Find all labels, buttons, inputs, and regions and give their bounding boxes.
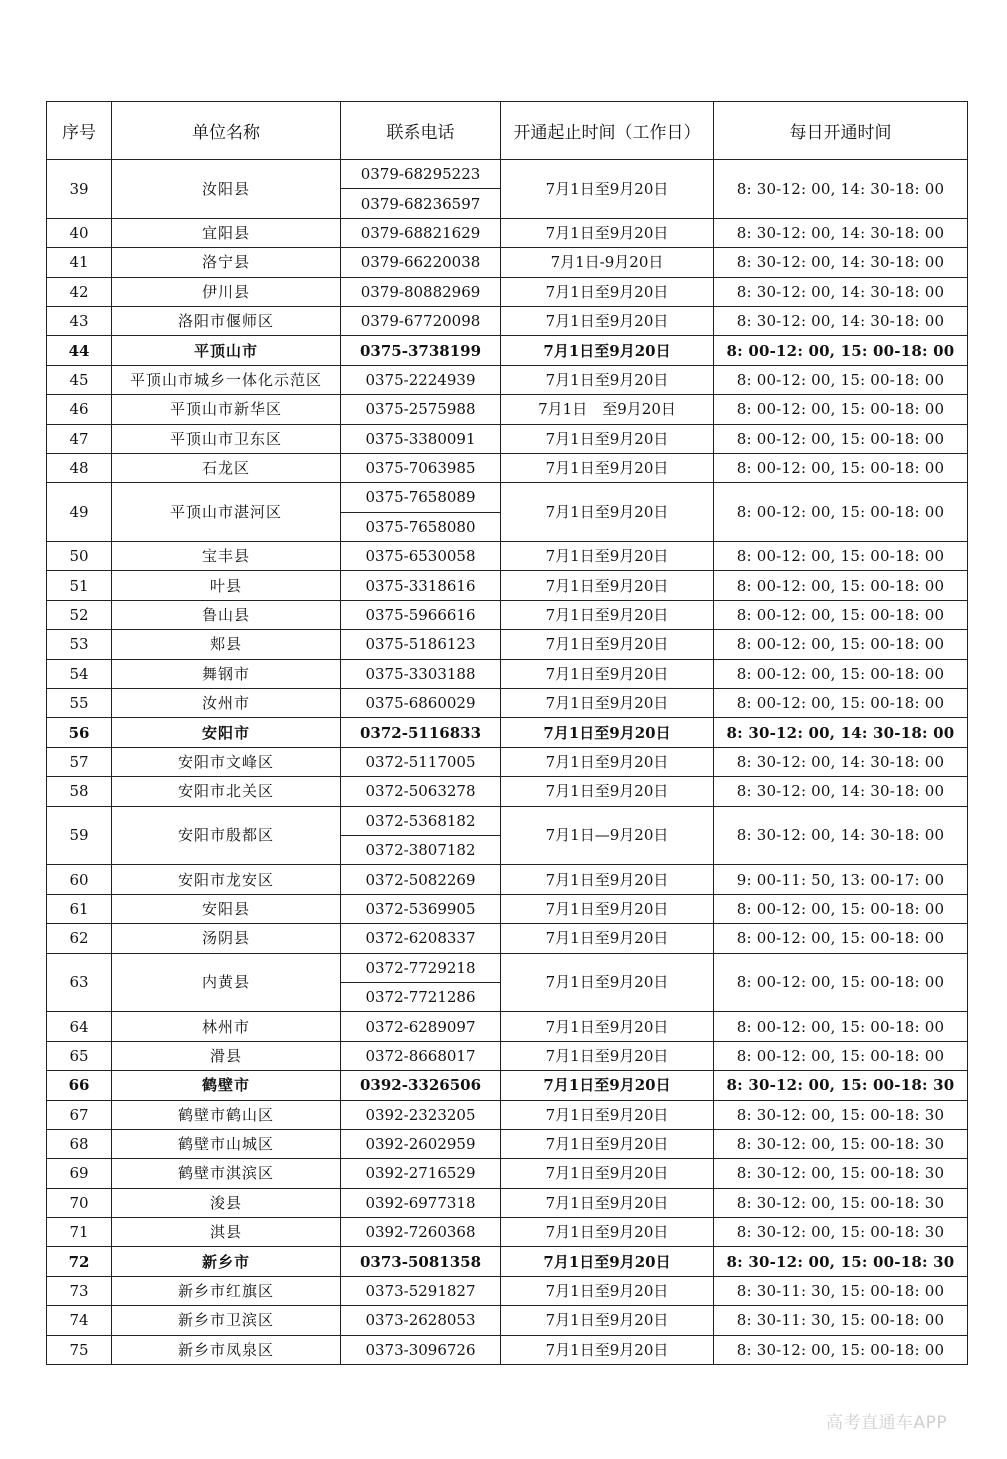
table-row bbox=[47, 1188, 968, 1217]
row-phone: 0372-5369905 bbox=[341, 894, 501, 923]
table-row bbox=[47, 542, 968, 571]
row-serial: 47 bbox=[47, 424, 112, 453]
row-period: 7月1日至9月20日 bbox=[501, 777, 714, 806]
row-serial: 61 bbox=[47, 894, 112, 923]
row-phone: 0373-5291827 bbox=[341, 1276, 501, 1305]
row-unit-name: 宜阳县 bbox=[112, 218, 341, 247]
row-daily-hours: 8: 30-12: 00, 15: 00-18: 00 bbox=[714, 1335, 968, 1364]
row-serial: 68 bbox=[47, 1129, 112, 1158]
row-daily-hours: 8: 30-12: 00, 15: 00-18: 30 bbox=[714, 1129, 968, 1158]
row-phone: 0373-5081358 bbox=[341, 1247, 501, 1276]
header-daily-hours: 每日开通时间 bbox=[714, 102, 968, 160]
row-daily-hours: 8: 30-12: 00, 15: 00-18: 30 bbox=[714, 1188, 968, 1217]
row-daily-hours: 8: 00-12: 00, 15: 00-18: 00 bbox=[714, 542, 968, 571]
row-period: 7月1日至9月20日 bbox=[501, 483, 714, 542]
row-daily-hours: 8: 00-12: 00, 15: 00-18: 00 bbox=[714, 571, 968, 600]
row-unit-name: 淇县 bbox=[112, 1218, 341, 1247]
row-period: 7月1日至9月20日 bbox=[501, 1218, 714, 1247]
row-period: 7月1日至9月20日 bbox=[501, 953, 714, 1012]
row-unit-name: 林州市 bbox=[112, 1012, 341, 1041]
row-serial: 53 bbox=[47, 630, 112, 659]
row-period: 7月1日至9月20日 bbox=[501, 1247, 714, 1276]
row-serial: 69 bbox=[47, 1159, 112, 1188]
row-serial: 74 bbox=[47, 1306, 112, 1335]
table-row bbox=[47, 336, 968, 365]
table-row bbox=[47, 747, 968, 776]
row-serial: 60 bbox=[47, 865, 112, 894]
row-serial: 46 bbox=[47, 395, 112, 424]
row-period: 7月1日至9月20日 bbox=[501, 865, 714, 894]
table-row bbox=[47, 689, 968, 718]
row-period: 7月1日至9月20日 bbox=[501, 1306, 714, 1335]
row-period: 7月1日至9月20日 bbox=[501, 1188, 714, 1217]
table-row bbox=[47, 924, 968, 953]
table-row bbox=[47, 248, 968, 277]
row-daily-hours: 8: 00-12: 00, 15: 00-18: 00 bbox=[714, 365, 968, 394]
row-daily-hours: 8: 30-11: 30, 15: 00-18: 00 bbox=[714, 1276, 968, 1305]
row-unit-name: 新乡市凤泉区 bbox=[112, 1335, 341, 1364]
table-row bbox=[47, 453, 968, 482]
row-phone: 0375-2224939 bbox=[341, 365, 501, 394]
row-serial: 73 bbox=[47, 1276, 112, 1305]
row-period: 7月1日至9月20日 bbox=[501, 277, 714, 306]
row-unit-name: 平顶山市城乡一体化示范区 bbox=[112, 365, 341, 394]
table-row bbox=[47, 953, 968, 982]
row-period: 7月1日至9月20日 bbox=[501, 630, 714, 659]
row-unit-name: 汝州市 bbox=[112, 689, 341, 718]
row-phone: 0375-3380091 bbox=[341, 424, 501, 453]
row-phone: 0372-3807182 bbox=[341, 835, 501, 864]
table-row bbox=[47, 1276, 968, 1305]
row-unit-name: 鹤壁市 bbox=[112, 1071, 341, 1100]
row-serial: 72 bbox=[47, 1247, 112, 1276]
row-serial: 50 bbox=[47, 542, 112, 571]
row-phone: 0375-6860029 bbox=[341, 689, 501, 718]
table-row bbox=[47, 1159, 968, 1188]
row-phone: 0372-6208337 bbox=[341, 924, 501, 953]
row-daily-hours: 8: 30-12: 00, 14: 30-18: 00 bbox=[714, 160, 968, 219]
row-phone: 0375-7658089 bbox=[341, 483, 501, 512]
table-row bbox=[47, 894, 968, 923]
table-row bbox=[47, 718, 968, 747]
header-phone: 联系电话 bbox=[341, 102, 501, 160]
row-phone: 0372-8668017 bbox=[341, 1041, 501, 1070]
row-serial: 64 bbox=[47, 1012, 112, 1041]
row-period: 7月1日至9月20日 bbox=[501, 336, 714, 365]
row-period: 7月1日至9月20日 bbox=[501, 600, 714, 629]
row-serial: 55 bbox=[47, 689, 112, 718]
row-daily-hours: 8: 00-12: 00, 15: 00-18: 00 bbox=[714, 424, 968, 453]
row-period: 7月1日至9月20日 bbox=[501, 747, 714, 776]
row-serial: 67 bbox=[47, 1100, 112, 1129]
row-daily-hours: 8: 30-12: 00, 14: 30-18: 00 bbox=[714, 806, 968, 865]
table-row bbox=[47, 1012, 968, 1041]
row-unit-name: 滑县 bbox=[112, 1041, 341, 1070]
row-serial: 44 bbox=[47, 336, 112, 365]
row-phone: 0392-7260368 bbox=[341, 1218, 501, 1247]
row-phone: 0375-7658080 bbox=[341, 512, 501, 541]
row-unit-name: 宝丰县 bbox=[112, 542, 341, 571]
row-daily-hours: 8: 30-12: 00, 14: 30-18: 00 bbox=[714, 306, 968, 335]
row-period: 7月1日至9月20日 bbox=[501, 453, 714, 482]
row-phone: 0379-68295223 bbox=[341, 160, 501, 189]
row-unit-name: 鲁山县 bbox=[112, 600, 341, 629]
row-serial: 45 bbox=[47, 365, 112, 394]
table-row bbox=[47, 277, 968, 306]
table-row bbox=[47, 571, 968, 600]
row-daily-hours: 8: 30-12: 00, 15: 00-18: 30 bbox=[714, 1218, 968, 1247]
row-phone: 0379-68821629 bbox=[341, 218, 501, 247]
header-period: 开通起止时间（工作日） bbox=[501, 102, 714, 160]
row-phone: 0392-3326506 bbox=[341, 1071, 501, 1100]
row-serial: 52 bbox=[47, 600, 112, 629]
row-phone: 0379-80882969 bbox=[341, 277, 501, 306]
row-period: 7月1日至9月20日 bbox=[501, 924, 714, 953]
row-serial: 63 bbox=[47, 953, 112, 1012]
table-body bbox=[47, 160, 968, 1365]
row-serial: 66 bbox=[47, 1071, 112, 1100]
row-phone: 0372-7729218 bbox=[341, 953, 501, 982]
header-serial: 序号 bbox=[47, 102, 112, 160]
row-period: 7月1日至9月20日 bbox=[501, 894, 714, 923]
row-unit-name: 石龙区 bbox=[112, 453, 341, 482]
table-row bbox=[47, 306, 968, 335]
row-daily-hours: 8: 30-12: 00, 15: 00-18: 30 bbox=[714, 1100, 968, 1129]
row-phone: 0373-2628053 bbox=[341, 1306, 501, 1335]
row-unit-name: 安阳市龙安区 bbox=[112, 865, 341, 894]
row-unit-name: 平顶山市卫东区 bbox=[112, 424, 341, 453]
row-daily-hours: 8: 00-12: 00, 15: 00-18: 00 bbox=[714, 453, 968, 482]
table-row bbox=[47, 659, 968, 688]
row-serial: 56 bbox=[47, 718, 112, 747]
row-serial: 51 bbox=[47, 571, 112, 600]
row-serial: 48 bbox=[47, 453, 112, 482]
row-serial: 58 bbox=[47, 777, 112, 806]
row-phone: 0375-5966616 bbox=[341, 600, 501, 629]
table-row bbox=[47, 1129, 968, 1158]
row-unit-name: 新乡市红旗区 bbox=[112, 1276, 341, 1305]
row-phone: 0392-2716529 bbox=[341, 1159, 501, 1188]
row-serial: 65 bbox=[47, 1041, 112, 1070]
row-period: 7月1日至9月20日 bbox=[501, 424, 714, 453]
row-daily-hours: 8: 00-12: 00, 15: 00-18: 00 bbox=[714, 630, 968, 659]
row-daily-hours: 8: 00-12: 00, 15: 00-18: 00 bbox=[714, 659, 968, 688]
table-row bbox=[47, 218, 968, 247]
row-period: 7月1日至9月20日 bbox=[501, 1129, 714, 1158]
row-serial: 62 bbox=[47, 924, 112, 953]
row-unit-name: 郏县 bbox=[112, 630, 341, 659]
row-serial: 49 bbox=[47, 483, 112, 542]
table-row bbox=[47, 1306, 968, 1335]
row-daily-hours: 8: 00-12: 00, 15: 00-18: 00 bbox=[714, 689, 968, 718]
row-period: 7月1日至9月20日 bbox=[501, 1335, 714, 1364]
row-period: 7月1日至9月20日 bbox=[501, 659, 714, 688]
row-daily-hours: 8: 00-12: 00, 15: 00-18: 00 bbox=[714, 953, 968, 1012]
row-period: 7月1日至9月20日 bbox=[501, 1012, 714, 1041]
table-row bbox=[47, 1247, 968, 1276]
row-serial: 75 bbox=[47, 1335, 112, 1364]
row-period: 7月1日至9月20日 bbox=[501, 160, 714, 219]
row-phone: 0375-3738199 bbox=[341, 336, 501, 365]
row-unit-name: 新乡市卫滨区 bbox=[112, 1306, 341, 1335]
table-row bbox=[47, 777, 968, 806]
row-phone: 0379-68236597 bbox=[341, 189, 501, 218]
row-unit-name: 安阳市殷都区 bbox=[112, 806, 341, 865]
row-daily-hours: 8: 30-12: 00, 14: 30-18: 00 bbox=[714, 777, 968, 806]
table-row bbox=[47, 630, 968, 659]
row-period: 7月1日-9月20日 bbox=[501, 248, 714, 277]
row-unit-name: 汤阴县 bbox=[112, 924, 341, 953]
row-unit-name: 浚县 bbox=[112, 1188, 341, 1217]
row-daily-hours: 8: 30-12: 00, 14: 30-18: 00 bbox=[714, 277, 968, 306]
table-row bbox=[47, 600, 968, 629]
row-daily-hours: 8: 00-12: 00, 15: 00-18: 00 bbox=[714, 600, 968, 629]
row-daily-hours: 8: 30-12: 00, 15: 00-18: 30 bbox=[714, 1159, 968, 1188]
row-serial: 40 bbox=[47, 218, 112, 247]
header-unit-name: 单位名称 bbox=[112, 102, 341, 160]
row-unit-name: 安阳市文峰区 bbox=[112, 747, 341, 776]
row-daily-hours: 8: 30-12: 00, 14: 30-18: 00 bbox=[714, 747, 968, 776]
row-unit-name: 安阳市 bbox=[112, 718, 341, 747]
row-period: 7月1日 至9月20日 bbox=[501, 395, 714, 424]
row-phone: 0372-6289097 bbox=[341, 1012, 501, 1041]
row-daily-hours: 8: 00-12: 00, 15: 00-18: 00 bbox=[714, 894, 968, 923]
row-phone: 0372-5063278 bbox=[341, 777, 501, 806]
row-daily-hours: 8: 30-12: 00, 15: 00-18: 30 bbox=[714, 1247, 968, 1276]
row-serial: 54 bbox=[47, 659, 112, 688]
row-unit-name: 安阳市北关区 bbox=[112, 777, 341, 806]
row-daily-hours: 8: 30-12: 00, 14: 30-18: 00 bbox=[714, 718, 968, 747]
row-daily-hours: 9: 00-11: 50, 13: 00-17: 00 bbox=[714, 865, 968, 894]
watermark-text: 高考直通车APP bbox=[826, 1413, 948, 1433]
row-phone: 0373-3096726 bbox=[341, 1335, 501, 1364]
row-unit-name: 鹤壁市山城区 bbox=[112, 1129, 341, 1158]
table-row bbox=[47, 483, 968, 512]
row-period: 7月1日至9月20日 bbox=[501, 1071, 714, 1100]
row-serial: 39 bbox=[47, 160, 112, 219]
row-unit-name: 洛阳市偃师区 bbox=[112, 306, 341, 335]
table-row bbox=[47, 160, 968, 189]
row-daily-hours: 8: 00-12: 00, 15: 00-18: 00 bbox=[714, 336, 968, 365]
row-serial: 59 bbox=[47, 806, 112, 865]
row-period: 7月1日至9月20日 bbox=[501, 718, 714, 747]
row-unit-name: 鹤壁市淇滨区 bbox=[112, 1159, 341, 1188]
row-daily-hours: 8: 30-12: 00, 14: 30-18: 00 bbox=[714, 218, 968, 247]
row-daily-hours: 8: 00-12: 00, 15: 00-18: 00 bbox=[714, 483, 968, 542]
row-unit-name: 舞钢市 bbox=[112, 659, 341, 688]
row-unit-name: 平顶山市湛河区 bbox=[112, 483, 341, 542]
row-unit-name: 内黄县 bbox=[112, 953, 341, 1012]
row-phone: 0375-7063985 bbox=[341, 453, 501, 482]
row-daily-hours: 8: 00-12: 00, 15: 00-18: 00 bbox=[714, 1041, 968, 1070]
row-unit-name: 安阳县 bbox=[112, 894, 341, 923]
row-period: 7月1日至9月20日 bbox=[501, 1041, 714, 1070]
table-row bbox=[47, 1041, 968, 1070]
row-unit-name: 新乡市 bbox=[112, 1247, 341, 1276]
table-row bbox=[47, 395, 968, 424]
row-period: 7月1日至9月20日 bbox=[501, 1276, 714, 1305]
row-unit-name: 叶县 bbox=[112, 571, 341, 600]
row-unit-name: 平顶山市新华区 bbox=[112, 395, 341, 424]
row-serial: 71 bbox=[47, 1218, 112, 1247]
row-phone: 0379-66220038 bbox=[341, 248, 501, 277]
header-row bbox=[47, 102, 968, 160]
table-row bbox=[47, 1071, 968, 1100]
row-period: 7月1日至9月20日 bbox=[501, 571, 714, 600]
row-period: 7月1日至9月20日 bbox=[501, 306, 714, 335]
row-period: 7月1日—9月20日 bbox=[501, 806, 714, 865]
row-period: 7月1日至9月20日 bbox=[501, 365, 714, 394]
row-phone: 0379-67720098 bbox=[341, 306, 501, 335]
row-phone: 0375-5186123 bbox=[341, 630, 501, 659]
row-unit-name: 伊川县 bbox=[112, 277, 341, 306]
table-row bbox=[47, 424, 968, 453]
table-row bbox=[47, 865, 968, 894]
row-period: 7月1日至9月20日 bbox=[501, 542, 714, 571]
row-phone: 0372-7721286 bbox=[341, 982, 501, 1011]
row-serial: 41 bbox=[47, 248, 112, 277]
row-daily-hours: 8: 00-12: 00, 15: 00-18: 00 bbox=[714, 1012, 968, 1041]
row-phone: 0372-5116833 bbox=[341, 718, 501, 747]
schedule-table bbox=[46, 101, 968, 1365]
row-unit-name: 鹤壁市鹤山区 bbox=[112, 1100, 341, 1129]
row-serial: 43 bbox=[47, 306, 112, 335]
row-phone: 0392-2602959 bbox=[341, 1129, 501, 1158]
table-row bbox=[47, 1218, 968, 1247]
row-serial: 70 bbox=[47, 1188, 112, 1217]
table-row bbox=[47, 806, 968, 835]
row-phone: 0372-5082269 bbox=[341, 865, 501, 894]
row-phone: 0375-6530058 bbox=[341, 542, 501, 571]
row-serial: 57 bbox=[47, 747, 112, 776]
row-daily-hours: 8: 30-12: 00, 14: 30-18: 00 bbox=[714, 248, 968, 277]
row-unit-name: 洛宁县 bbox=[112, 248, 341, 277]
row-serial: 42 bbox=[47, 277, 112, 306]
row-period: 7月1日至9月20日 bbox=[501, 1100, 714, 1129]
row-phone: 0392-6977318 bbox=[341, 1188, 501, 1217]
row-period: 7月1日至9月20日 bbox=[501, 218, 714, 247]
row-phone: 0372-5368182 bbox=[341, 806, 501, 835]
row-phone: 0375-3318616 bbox=[341, 571, 501, 600]
row-phone: 0375-2575988 bbox=[341, 395, 501, 424]
row-period: 7月1日至9月20日 bbox=[501, 689, 714, 718]
table-row bbox=[47, 365, 968, 394]
row-phone: 0372-5117005 bbox=[341, 747, 501, 776]
row-period: 7月1日至9月20日 bbox=[501, 1159, 714, 1188]
table-row bbox=[47, 1335, 968, 1364]
row-phone: 0375-3303188 bbox=[341, 659, 501, 688]
row-daily-hours: 8: 00-12: 00, 15: 00-18: 00 bbox=[714, 395, 968, 424]
row-unit-name: 汝阳县 bbox=[112, 160, 341, 219]
row-daily-hours: 8: 00-12: 00, 15: 00-18: 00 bbox=[714, 924, 968, 953]
row-unit-name: 平顶山市 bbox=[112, 336, 341, 365]
row-daily-hours: 8: 30-12: 00, 15: 00-18: 30 bbox=[714, 1071, 968, 1100]
row-daily-hours: 8: 30-11: 30, 15: 00-18: 00 bbox=[714, 1306, 968, 1335]
row-phone: 0392-2323205 bbox=[341, 1100, 501, 1129]
table-row bbox=[47, 1100, 968, 1129]
